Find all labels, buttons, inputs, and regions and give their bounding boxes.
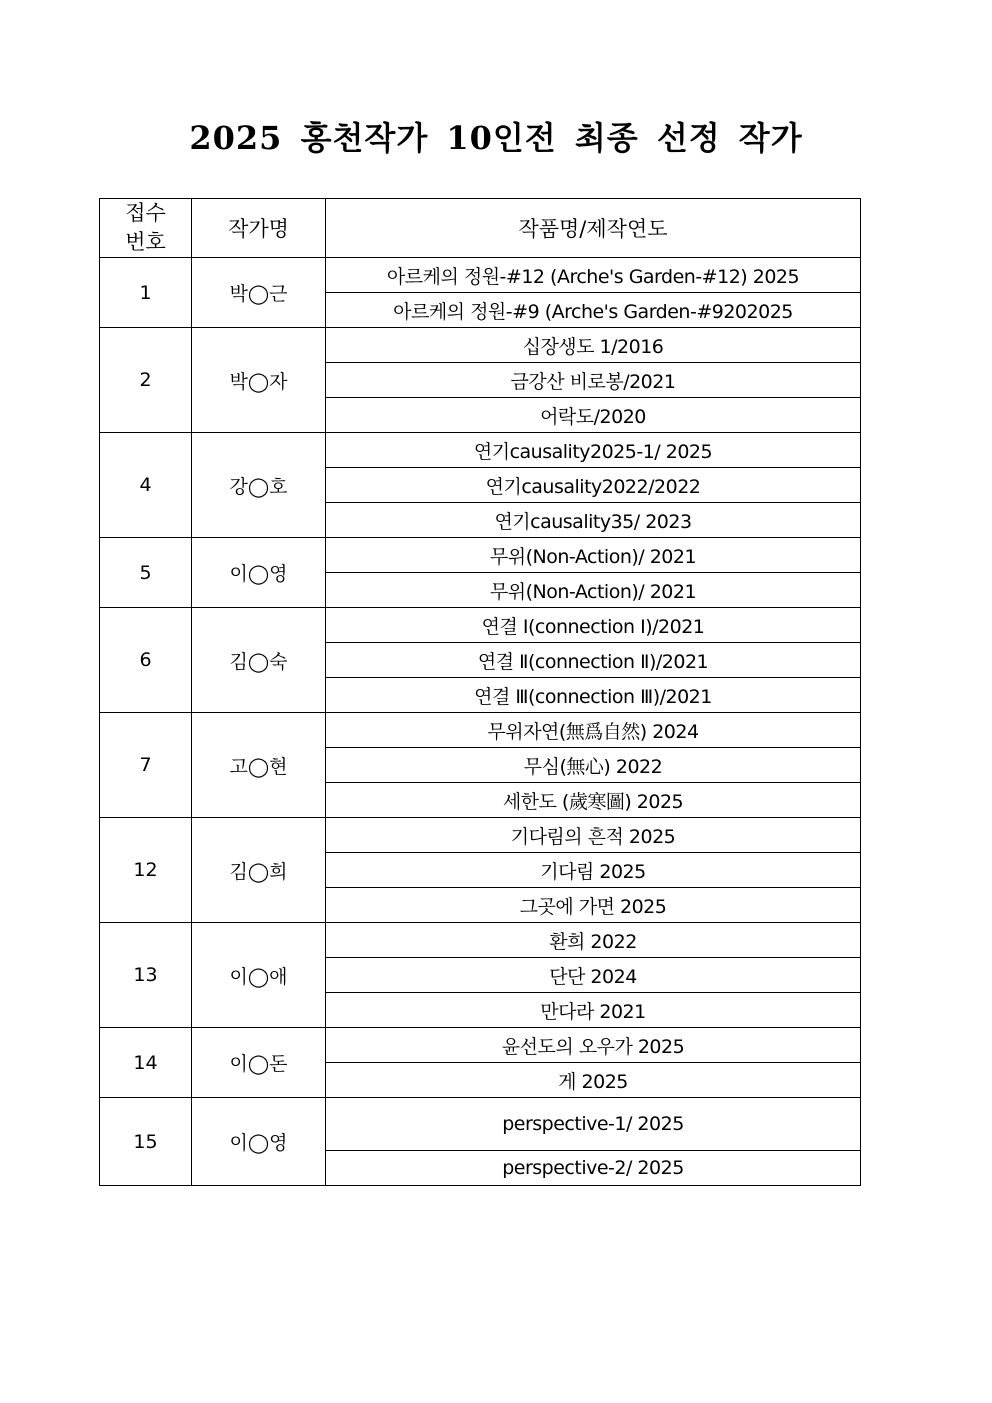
- work-title: 연결 Ⅰ(connection Ⅰ)/2021: [326, 608, 861, 643]
- artist-name: 김◯희: [192, 818, 326, 923]
- work-title: 환희 2022: [326, 923, 861, 958]
- entry-number: 13: [100, 923, 192, 1028]
- work-title: 아르케의 정원-#9 (Arche's Garden-#9202025: [326, 293, 861, 328]
- work-title: 단단 2024: [326, 958, 861, 993]
- artist-name: 박◯근: [192, 258, 326, 328]
- artist-name: 이◯애: [192, 923, 326, 1028]
- entry-number: 15: [100, 1098, 192, 1186]
- work-title: 연기causality2022/2022: [326, 468, 861, 503]
- table-row: [100, 923, 861, 958]
- entry-number: 4: [100, 433, 192, 538]
- table-header-row: [100, 199, 861, 258]
- artist-name: 이◯영: [192, 538, 326, 608]
- artist-name: 이◯영: [192, 1098, 326, 1186]
- artist-selection-table: [99, 198, 861, 1186]
- work-title: 연기causality2025-1/ 2025: [326, 433, 861, 468]
- entry-number: 6: [100, 608, 192, 713]
- header-number: [100, 199, 192, 258]
- entry-number: 2: [100, 328, 192, 433]
- work-title: 무위자연(無爲自然) 2024: [326, 713, 861, 748]
- work-title: perspective-2/ 2025: [326, 1151, 861, 1186]
- table-row: [100, 1098, 861, 1151]
- artist-name: 고◯현: [192, 713, 326, 818]
- work-title: 세한도 (歲寒圖) 2025: [326, 783, 861, 818]
- header-artist: 작가명: [192, 199, 326, 258]
- entry-number: 14: [100, 1028, 192, 1098]
- work-title: 십장생도 1/2016: [326, 328, 861, 363]
- work-title: 만다라 2021: [326, 993, 861, 1028]
- entry-number: 7: [100, 713, 192, 818]
- table-row: [100, 713, 861, 748]
- table-row: [100, 818, 861, 853]
- work-title: 기다림 2025: [326, 853, 861, 888]
- work-title: 윤선도의 오우가 2025: [326, 1028, 861, 1063]
- work-title: 어락도/2020: [326, 398, 861, 433]
- table-row: [100, 433, 861, 468]
- work-title: 연기causality35/ 2023: [326, 503, 861, 538]
- work-title: 그곳에 가면 2025: [326, 888, 861, 923]
- work-title: 무위(Non-Action)/ 2021: [326, 573, 861, 608]
- entry-number: 12: [100, 818, 192, 923]
- table-row: [100, 538, 861, 573]
- table-row: [100, 608, 861, 643]
- work-title: 기다림의 흔적 2025: [326, 818, 861, 853]
- artist-name: 박◯자: [192, 328, 326, 433]
- work-title: 아르케의 정원-#12 (Arche's Garden-#12) 2025: [326, 258, 861, 293]
- header-number-line2: 번호: [125, 230, 166, 254]
- work-title: 연결 Ⅲ(connection Ⅲ)/2021: [326, 678, 861, 713]
- work-title: 금강산 비로봉/2021: [326, 363, 861, 398]
- page-title: 2025 홍천작가 10인전 최종 선정 작가: [189, 119, 803, 157]
- work-title: 게 2025: [326, 1063, 861, 1098]
- artist-name: 강◯호: [192, 433, 326, 538]
- artist-name: 김◯숙: [192, 608, 326, 713]
- work-title: 무심(無心) 2022: [326, 748, 861, 783]
- table-row: [100, 1028, 861, 1063]
- work-title: 연결 Ⅱ(connection Ⅱ)/2021: [326, 643, 861, 678]
- table-row: [100, 258, 861, 293]
- entry-number: 1: [100, 258, 192, 328]
- entry-number: 5: [100, 538, 192, 608]
- header-number-line1: 접수: [125, 201, 166, 225]
- table-row: [100, 328, 861, 363]
- artist-name: 이◯돈: [192, 1028, 326, 1098]
- header-works: 작품명/제작연도: [326, 199, 861, 258]
- work-title: perspective-1/ 2025: [326, 1098, 861, 1151]
- work-title: 무위(Non-Action)/ 2021: [326, 538, 861, 573]
